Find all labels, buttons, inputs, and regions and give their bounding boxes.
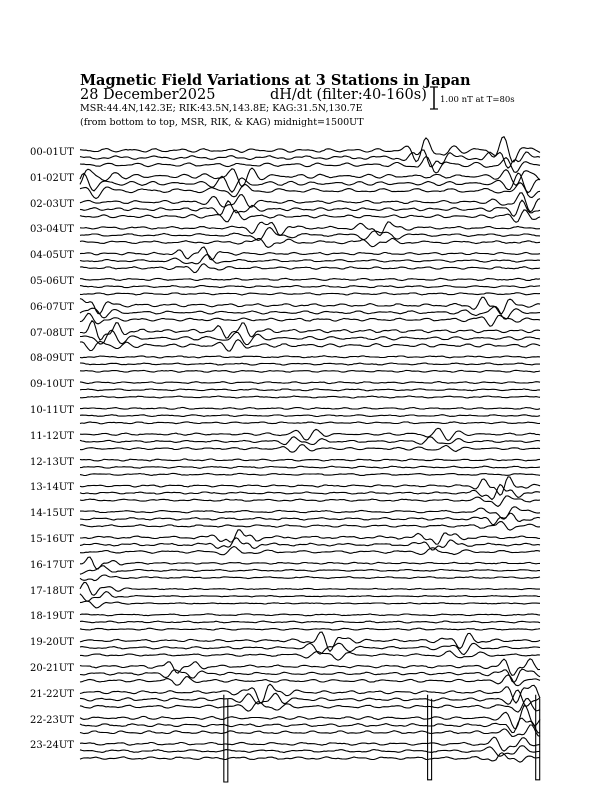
trace-kag <box>80 614 540 616</box>
trace-msr <box>80 370 540 372</box>
trace-kag <box>80 382 540 384</box>
chart-date: 28 December2025 <box>80 87 216 103</box>
trace-kag <box>80 356 540 358</box>
trace-msr <box>80 445 540 453</box>
hour-label: 02-03UT <box>30 198 74 210</box>
trace-msr <box>80 651 540 660</box>
trace-msr <box>80 575 540 581</box>
hour-label: 07-08UT <box>30 327 74 339</box>
spike <box>224 695 228 782</box>
hour-label: 00-01UT <box>30 147 74 158</box>
trace-rik <box>80 466 540 468</box>
trace-msr <box>80 547 540 555</box>
trace-rik <box>80 285 540 287</box>
trace-rik <box>80 255 540 264</box>
trace-msr <box>80 340 540 351</box>
trace-msr <box>80 496 540 507</box>
station-coordinates: MSR:44.4N,142.3E; RIK:43.5N,143.8E; KAG:31.5N,130.7E <box>80 103 363 114</box>
hour-label: 06-07UT <box>30 301 74 313</box>
trace-kag <box>80 582 540 595</box>
station-order-note: (from bottom to top, MSR, RIK, & KAG) midnight=1500UT <box>80 117 364 128</box>
hour-label: 08-09UT <box>30 353 74 365</box>
chart-parameter: dH/dt (filter:40-160s) <box>270 87 427 103</box>
trace-msr <box>80 264 540 273</box>
trace-kag <box>80 247 540 260</box>
hour-label: 19-20UT <box>30 637 74 649</box>
trace-rik <box>80 513 540 525</box>
trace-kag <box>80 459 540 461</box>
hour-label: 17-18UT <box>30 585 74 597</box>
trace-kag <box>80 507 540 519</box>
trace-msr <box>80 628 540 630</box>
trace-rik <box>80 592 540 602</box>
trace-kag <box>80 428 540 440</box>
trace-msr <box>80 522 540 531</box>
trace-msr <box>80 473 540 475</box>
trace-msr <box>80 753 540 762</box>
hour-label: 21-22UT <box>30 688 74 700</box>
scale-label: 1.00 nT at T=80s <box>440 95 515 105</box>
trace-kag <box>80 632 540 651</box>
trace-kag <box>80 557 540 569</box>
hour-label: 12-13UT <box>30 456 74 468</box>
trace-rik <box>80 363 540 365</box>
spike <box>536 695 540 780</box>
spike <box>428 695 432 780</box>
trace-kag <box>80 407 540 409</box>
trace-kag <box>80 137 540 162</box>
hour-label: 01-02UT <box>30 172 74 184</box>
hour-label: 14-15UT <box>30 508 74 520</box>
trace-rik <box>80 389 540 391</box>
trace-kag <box>80 321 540 340</box>
trace-rik <box>80 621 540 623</box>
trace-msr <box>80 396 540 398</box>
trace-msr <box>80 183 540 199</box>
trace-kag <box>80 168 540 187</box>
hour-label: 04-05UT <box>30 250 74 262</box>
hour-label: 20-21UT <box>30 663 74 674</box>
hour-label: 10-11UT <box>30 405 74 416</box>
trace-msr <box>80 210 540 222</box>
trace-kag <box>80 278 540 280</box>
hour-label: 15-16UT <box>30 534 74 545</box>
trace-rik <box>80 415 540 417</box>
trace-msr <box>80 238 540 247</box>
hour-label: 22-23UT <box>30 714 74 726</box>
trace-rik <box>80 643 540 654</box>
trace-msr <box>80 422 540 424</box>
hour-label: 13-14UT <box>30 482 74 494</box>
hour-label: 05-06UT <box>30 276 74 287</box>
trace-msr <box>80 293 540 295</box>
hour-label: 11-12UT <box>30 430 74 442</box>
trace-rik <box>80 566 540 574</box>
trace-rik <box>80 538 540 550</box>
trace-msr <box>80 313 540 326</box>
hour-label: 23-24UT <box>30 740 74 752</box>
hour-label: 18-19UT <box>30 611 74 623</box>
hour-label: 03-04UT <box>30 224 74 236</box>
trace-msr <box>80 601 540 608</box>
chart-title: Magnetic Field Variations at 3 Stations in Japan <box>80 72 471 89</box>
trace-kag <box>80 222 540 236</box>
trace-msr <box>80 675 540 686</box>
trace-kag <box>80 530 540 544</box>
trace-kag <box>80 737 540 751</box>
hour-label: 09-10UT <box>30 379 74 391</box>
trace-rik <box>80 746 540 757</box>
hour-label: 16-17UT <box>30 559 74 571</box>
